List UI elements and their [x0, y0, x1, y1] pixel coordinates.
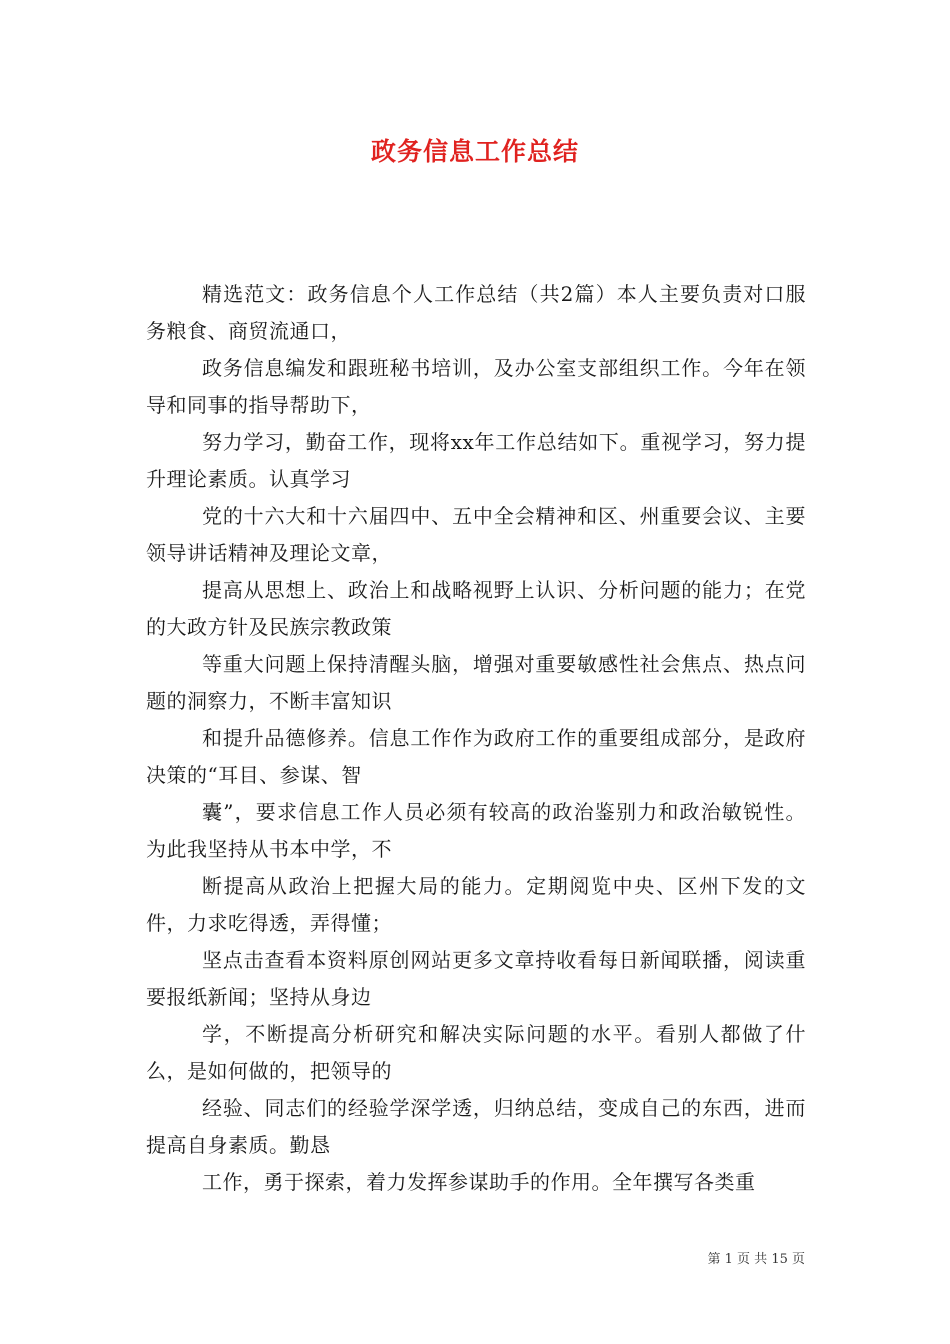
paragraph: 经验、同志们的经验学深学透，归纳总结，变成自己的东西，进而提高自身素质。勤恳 — [146, 1096, 806, 1157]
paragraph: 和提升品德修养。信息工作作为政府工作的重要组成部分，是政府决策的“耳目、参谋、智 — [146, 726, 806, 787]
paragraph: 政务信息编发和跟班秘书培训，及办公室支部组织工作。今年在领导和同事的指导帮助下， — [146, 356, 806, 417]
document-title: 政务信息工作总结 — [370, 137, 579, 166]
paragraph: 党的十六大和十六届四中、五中全会精神和区、州重要会议、主要领导讲话精神及理论文章， — [146, 504, 806, 565]
paragraph: 工作，勇于探索，着力发挥参谋助手的作用。全年撰写各类重 — [202, 1170, 756, 1194]
paragraph: 精选范文：政务信息个人工作总结（共2篇）本人主要负责对口服务粮食、商贸流通口， — [146, 282, 806, 343]
page-number: 第 1 页 共 15 页 — [707, 1252, 805, 1267]
paragraph: 努力学习，勤奋工作，现将xx年工作总结如下。重视学习，努力提升理论素质。认真学习 — [146, 430, 806, 491]
paragraph: 断提高从政治上把握大局的能力。定期阅览中央、区州下发的文件，力求吃得透，弄得懂； — [146, 874, 806, 935]
paragraph: 学，不断提高分析研究和解决实际问题的水平。看别人都做了什么，是如何做的，把领导的 — [146, 1022, 806, 1083]
document-body — [146, 276, 806, 1201]
paragraph: 囊”，要求信息工作人员必须有较高的政治鉴别力和政治敏锐性。为此我坚持从书本中学，不 — [146, 800, 806, 861]
paragraph: 等重大问题上保持清醒头脑，增强对重要敏感性社会焦点、热点问题的洞察力，不断丰富知识 — [146, 652, 806, 713]
paragraph: 坚点击查看本资料原创网站更多文章持收看每日新闻联播，阅读重要报纸新闻；坚持从身边 — [146, 948, 806, 1009]
paragraph: 提高从思想上、政治上和战略视野上认识、分析问题的能力；在党的大政方针及民族宗教政策 — [146, 578, 806, 639]
